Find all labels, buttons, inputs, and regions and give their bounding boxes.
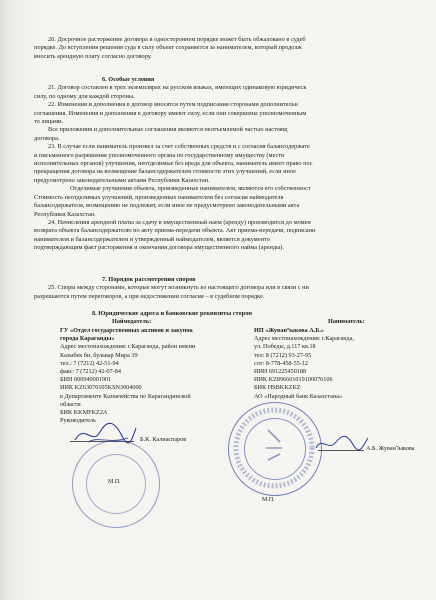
landlord-signer-name: Б.К. Калиаспаров: [140, 436, 187, 443]
clause-21-line-1: 21. Договор составлен в трех экземплярах на русском языках, имеющих одинаковую юридическ: [48, 84, 307, 92]
tenant-mp: М.П.: [262, 497, 275, 503]
tenant-signer-name: А.Б. Жуванדыкова: [366, 445, 415, 452]
tenant-cell: сот: 8-778-458-55-12: [254, 359, 309, 367]
landlord-name-line-2: города Караганды»: [60, 335, 115, 343]
tenant-bank: АО «Народный банк Казахстана»: [254, 392, 343, 400]
landlord-address-line-2: Казыбек би, бульвар Мира 39: [60, 351, 138, 359]
clause-23-line-1: 23. В случае если наниматель произвел за счет собственных средств и с согласия балансодержате: [48, 143, 310, 151]
tenant-phone: тел: 8 (7212) 93-27-95: [254, 351, 312, 359]
landlord-bank-line-2: области: [60, 400, 81, 408]
clause-23-line-3: исполнительных органов) улучшения, неотделимые без вреда для объекта, наниматель имеет право пос: [34, 160, 313, 168]
appendices-line-2: договора.: [34, 134, 60, 142]
section-requisites-heading-block: [34, 310, 436, 318]
tenant-iik: ИИК KZ896601019100076106: [254, 376, 333, 384]
landlord-mp: М.П.: [108, 479, 121, 485]
clause-20-line-1: 20. Досрочное расторжение договора в одностороннем порядке может быть обжаловано в судеб: [48, 36, 306, 43]
clause-24-line-3: нанимателем и балансодержателем и утвержденный наймодателем, является документо: [34, 235, 270, 243]
tenant-address-line-1: Адрес местонахождения: г.Караганда,: [254, 335, 354, 343]
separable-line-1: Отделимые улучшения объекта, произведенные нанимателем, являются его собственност: [70, 185, 311, 193]
tenant-bik: БИК HSBKKZKZ: [254, 384, 301, 392]
clause-24-line-1: 24. Начисления арендной платы за сдачу в имущественный наем (аренду) производится до момен: [48, 218, 311, 226]
section-5-continuation: [34, 36, 436, 61]
clause-22-line-2: соглашения. Изменения и дополнения к договору имеют силу, если они совершены уполномоченным: [34, 109, 307, 117]
tenant-requisites: [254, 327, 354, 401]
landlord-name-line-1: ГУ «Отдел государственных активов и закупок: [60, 327, 193, 334]
separable-line-2: Стоимость неотделимых улучшений, произведенных нанимателем без согласия наймодателя: [34, 193, 284, 201]
tenant-iin: ИИН 691225450188: [254, 368, 307, 376]
landlord-label: Наймодатель:: [112, 318, 152, 325]
clause-24-line-4: подтверждающим факт расторжения и окончания договора имущественного найма (аренды).: [34, 244, 284, 252]
clause-25-line-2: разрешаются путем переговоров, а при недостижении согласия – в судебном порядке.: [34, 292, 265, 300]
landlord-bin: БИН 000940001901: [60, 376, 112, 384]
clause-22-line-3: то лицами.: [34, 118, 63, 126]
clause-22-line-1: 22. Изменения и дополнения в договор вносятся путем подписания сторонами дополнительн: [48, 101, 298, 109]
section-special-conditions: [34, 76, 436, 253]
clause-23-line-4: прекращения договора на возмещение балансодержателем стоимости этих улучшений, если иное: [34, 168, 296, 176]
section-6-heading: 6. Особые условия: [102, 76, 155, 83]
landlord-head-label: Руководитель: [60, 417, 96, 425]
landlord-bank-line-1: в Департаменте Казначейства по Карагандинской: [60, 392, 191, 400]
clause-24-line-2: возврата объекта балансодержателю по акту приема-передачи объекта. Акт приема-передачи, подписанн: [34, 227, 316, 235]
landlord-address-line-1: Адрес местонахождения: г.Караганда, район имени: [60, 343, 196, 351]
clause-23-line-2: и письменного разрешения уполномоченного органа по государственному имуществу (местн: [34, 151, 285, 159]
clause-25-line-1: 25. Споры между сторонами, которые могут возникнуть из настоящего договора или в связи с ни: [48, 284, 309, 292]
section-8-heading: 8. Юридические адреса и банковские реквизиты сторон: [92, 310, 252, 317]
section-disputes: [34, 276, 436, 301]
landlord-phone: тел.: 7 (7212) 42-51-94: [60, 359, 119, 367]
clause-20-line-3: вносить арендную плату согласно договору.: [34, 52, 152, 60]
separable-line-4: Республики Казахстан.: [34, 210, 96, 218]
tenant-address-line-2: ул. Победы, д.117 кв.18: [254, 343, 316, 351]
section-7-heading: 7. Порядок рассмотрения споров: [102, 276, 196, 283]
clause-21-line-2: силу, по одному для каждой стороны.: [34, 92, 135, 100]
tenant-name: ИП «Жуванדыкова А.Б.»: [254, 327, 324, 334]
tenant-stamp-ring-text: [228, 402, 320, 494]
separable-line-3: балансодержателя, возмещению не подлежит, если иное не предусмотрено законодательными акта: [34, 202, 300, 210]
landlord-iik: ИИК KZ63070105KSN3004000: [60, 384, 142, 392]
landlord-requisites: [60, 327, 195, 425]
tenant-label: Наниматель:: [328, 318, 365, 325]
appendices-line-1: Все приложения и дополнительные соглашения являются неотъемлемой частью настоящ: [48, 126, 288, 134]
clause-20-line-2: порядке. До вступления решения суда в силу объект сохраняется за нанимателем, который продолж: [34, 44, 302, 52]
clause-23-line-5: предусмотрено законодательными актами Республики Казахстан.: [34, 176, 210, 184]
landlord-fax: факс: 7 (7212) 42-07-84: [60, 368, 121, 376]
landlord-bik: БИК KKMFKZ2A: [60, 409, 108, 417]
